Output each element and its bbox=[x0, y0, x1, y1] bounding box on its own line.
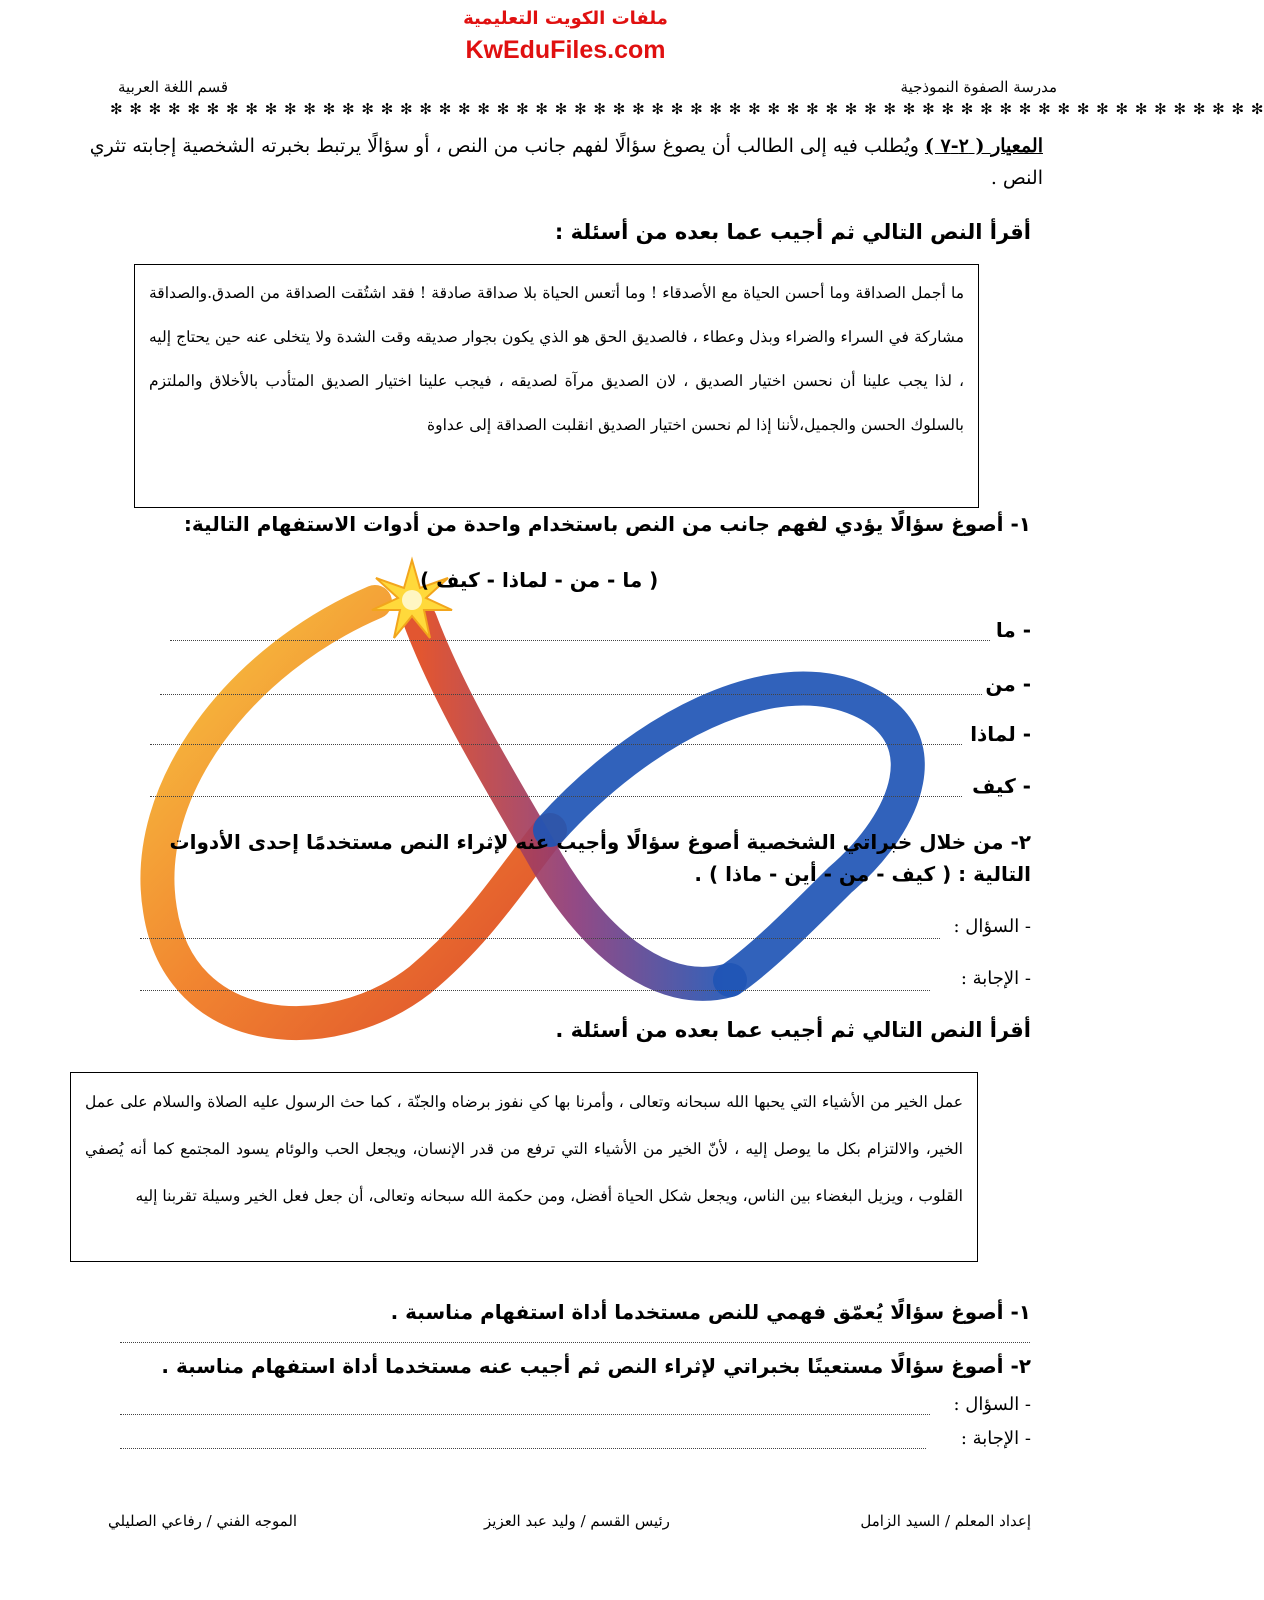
school-name: مدرسة الصفوة النموذجية bbox=[900, 78, 1057, 96]
section1-q1: ١- أصوغ سؤالًا يؤدي لفهم جانب من النص باستخدام واحدة من أدوات الاستفهام التالية: bbox=[183, 512, 1031, 536]
answer-line-ma[interactable] bbox=[170, 640, 990, 641]
answer-line-question-1[interactable] bbox=[140, 938, 940, 939]
section1-passage: ما أجمل الصداقة وما أحسن الحياة مع الأصدقاء ! وما أتعس الحياة بلا صداقة صادقة ! فقد اشتُقت الصداقة من الصدق.والصداقة مشاركة في السراء والضراء وبذل وعطاء ، فالصديق الحق هو الذي يكون بجوار صديقه وقت الشدة ولا يتخلى عنه حين يحتاج إليه ، لذا يجب علينا أن نحسن اختيار الصديق ، لان الصديق مرآة لصديقه ، فيجب علينا اختيار الصديق المتأدب بالأخلاق والملتزم بالسلوك الحسن والجميل،لأننا إذا لم نحسن اختيار الصديق انقلبت الصداقة إلى عداوة bbox=[149, 284, 964, 434]
q1-line-label-limatha: - لماذا bbox=[970, 722, 1031, 746]
section1-passage-box bbox=[134, 264, 979, 508]
section2-q2-question-label: - السؤال : bbox=[953, 1394, 1031, 1415]
footer-head-of-department: رئيس القسم / وليد عبد العزيز bbox=[484, 1512, 670, 1530]
answer-line-kayf[interactable] bbox=[150, 796, 962, 797]
standard-text: ويُطلب فيه إلى الطالب أن يصوغ سؤالًا لفهم جانب من النص ، أو سؤالًا يرتبط بخبرته الشخصية إجابته تثري النص . bbox=[89, 135, 1043, 189]
site-title-english: KwEduFiles.com bbox=[465, 36, 666, 64]
section1-q2-answer-label: - الإجابة : bbox=[960, 968, 1031, 989]
standard-paragraph bbox=[83, 130, 1043, 194]
answer-line-question-2[interactable] bbox=[120, 1414, 930, 1415]
answer-line-man[interactable] bbox=[160, 694, 982, 695]
footer-prepared-by: إعداد المعلم / السيد الزامل bbox=[860, 1512, 1031, 1530]
standard-label: المعيار ( ٢-٧ ) bbox=[924, 135, 1043, 157]
star-divider: ✻ ✻ ✻ ✻ ✻ ✻ ✻ ✻ ✻ ✻ ✻ ✻ ✻ ✻ ✻ ✻ ✻ ✻ ✻ ✻ ✻ ✻ ✻ ✻ ✻ ✻ ✻ ✻ ✻ ✻ ✻ ✻ ✻ ✻ ✻ ✻ ✻ ✻ ✻ ✻ ✻ ✻ ✻ ✻ ✻ ✻ ✻ ✻ ✻ ✻ ✻ ✻ ✻ ✻ ✻ ✻ ✻ ✻ ✻ ✻ bbox=[110, 100, 1264, 118]
section2-q2: ٢- أصوغ سؤالًا مستعينًا بخبراتي لإثراء النص ثم أجيب عنه مستخدما أداة استفهام مناسبة . bbox=[161, 1354, 1031, 1378]
section1-instruction: أقرأ النص التالي ثم أجيب عما بعده من أسئلة : bbox=[554, 220, 1031, 244]
section1-q2: ٢- من خلال خبراتي الشخصية أصوغ سؤالًا وأجيب عنه لإثراء النص مستخدمًا إحدى الأدوات التالية : ( كيف - من - أين - ماذا ) . bbox=[169, 830, 1031, 886]
answer-line-section2-q1[interactable] bbox=[120, 1342, 1030, 1343]
q1-line-label-kayf: - كيف bbox=[972, 774, 1031, 798]
section2-q1: ١- أصوغ سؤالًا يُعمّق فهمي للنص مستخدما أداة استفهام مناسبة . bbox=[390, 1300, 1031, 1324]
section2-instruction: أقرأ النص التالي ثم أجيب عما بعده من أسئلة . bbox=[555, 1018, 1031, 1042]
answer-line-answer-1[interactable] bbox=[140, 990, 930, 991]
site-title-arabic: ملفات الكويت التعليمية bbox=[463, 8, 668, 29]
answer-line-limatha[interactable] bbox=[150, 744, 962, 745]
answer-line-answer-2[interactable] bbox=[120, 1448, 926, 1449]
section2-q2-answer-label: - الإجابة : bbox=[960, 1428, 1031, 1449]
q1-line-label-ma: - ما bbox=[995, 618, 1031, 642]
q1-line-label-man: - من bbox=[985, 672, 1031, 696]
section1-q2-question-label: - السؤال : bbox=[953, 916, 1031, 937]
section1-q1-tools: ( ما - من - لماذا - كيف ) bbox=[420, 568, 659, 592]
department-name: قسم اللغة العربية bbox=[118, 78, 229, 96]
footer-supervisor: الموجه الفني / رفاعي الصليلي bbox=[108, 1512, 298, 1530]
section2-passage: عمل الخير من الأشياء التي يحبها الله سبحانه وتعالى ، وأمرنا بها كي نفوز برضاه والجنّة ، كما حث الرسول عليه الصلاة والسلام على عمل الخير، والالتزام بكل ما يوصل إليه ، لأنّ الخير من الأشياء التي ترفع من قدر الإنسان، ويجعل الحب والوئام يسود المجتمع كما أنه يُصفي القلوب ، ويزيل البغضاء بين الناس، ويجعل شكل الحياة أفضل، ومن حكمة الله سبحانه وتعالى، أن جعل فعل الخير وسيلة تقربنا إليه bbox=[85, 1093, 963, 1205]
section2-passage-box bbox=[70, 1072, 978, 1262]
